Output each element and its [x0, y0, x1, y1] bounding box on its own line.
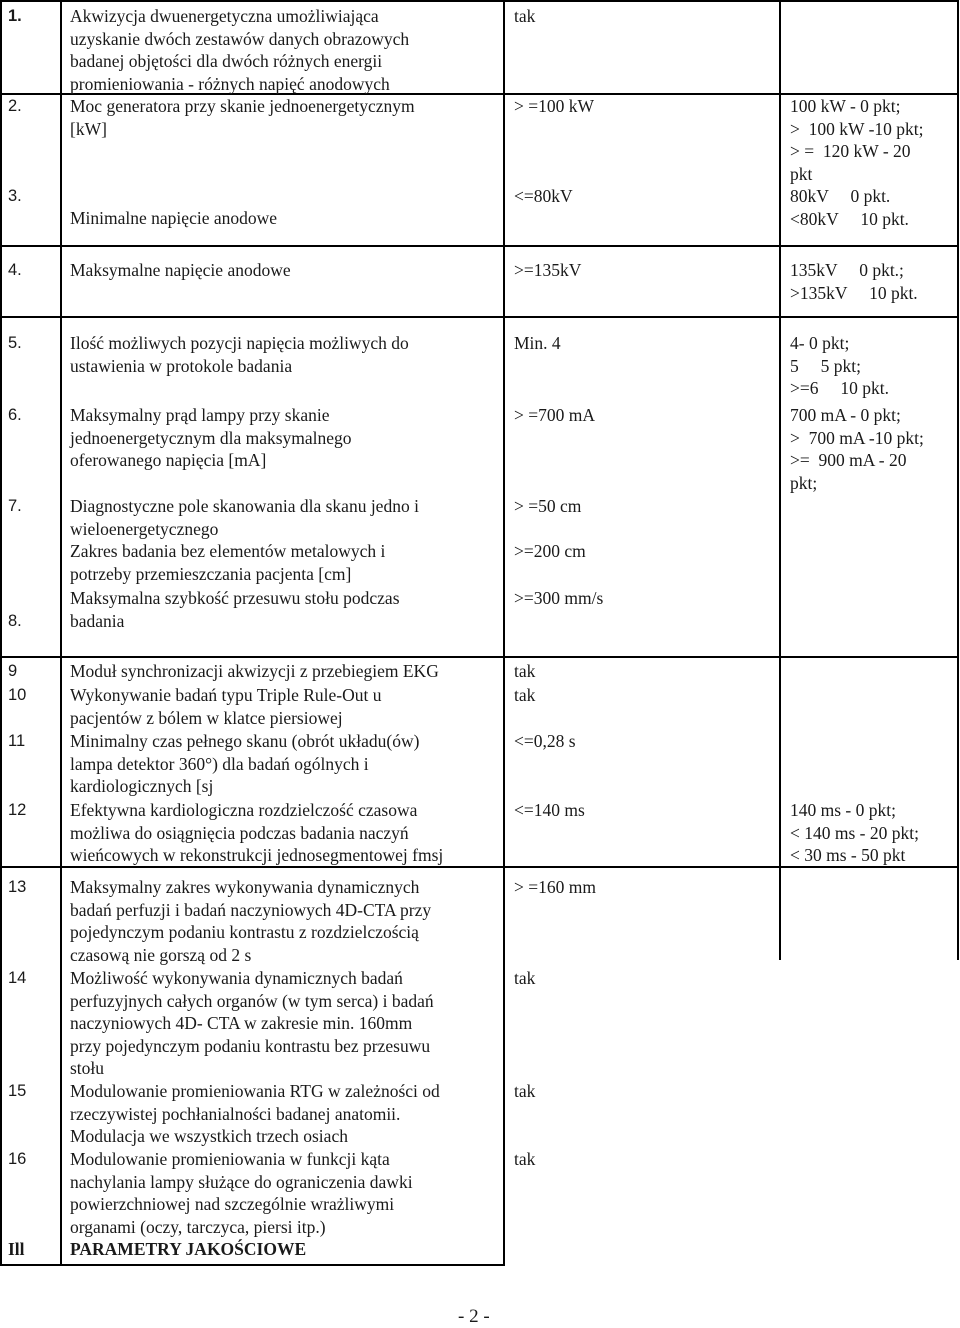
row-12-number: 12 [8, 801, 27, 819]
row-15-description: Modulowanie promieniowania RTG w zależności od rzeczywistej pochłanialności badanej anatomii. Modulacja we wszystkich trzech osiach [70, 1081, 440, 1147]
row-5-description: Ilość możliwych pozycji napięcia możliwych do ustawienia w protokole badania [70, 333, 409, 376]
section-3-number: Ill [8, 1239, 25, 1259]
row-5-requirement: Min. 4 [514, 333, 561, 353]
row-8-description: Maksymalna szybkość przesuwu stołu podczas badania [70, 588, 400, 631]
row-1-requirement: tak [514, 6, 536, 26]
row-7-description: Diagnostyczne pole skanowania dla skanu jedno i wieloenergetycznego [70, 496, 419, 539]
grid-col-divider-3 [779, 0, 781, 960]
row-7-requirement: > =50 cm [514, 496, 582, 516]
row-5-number: 5. [8, 334, 22, 352]
row-10-description: Wykonywanie badań typu Triple Rule-Out u pacjentów z bólem w klatce piersiowej [70, 685, 382, 728]
row-16-requirement: tak [514, 1149, 536, 1169]
row-12-requirement: <=140 ms [514, 800, 585, 820]
row-12-scoring: 140 ms - 0 pkt; < 140 ms - 20 pkt; < 30 ms - 50 pkt [790, 800, 919, 866]
row-16-description: Modulowanie promieniowania w funkcji kąta nachylania lampy służące do ograniczenia dawki powierzchniowej nad szczególnie wrażliwymi organami (oczy, tarczyca, piersi itp.) [70, 1149, 413, 1237]
row-13-requirement: > =160 mm [514, 877, 596, 897]
row-4-number: 4. [8, 261, 22, 279]
row-9-requirement: tak [514, 661, 536, 681]
row-7b-description: Zakres badania bez elementów metalowych i potrzeby przemieszczania pacjenta [cm] [70, 541, 386, 584]
grid-col-divider-2 [503, 0, 505, 1265]
row-6-description: Maksymalny prąd lampy przy skanie jednoenergetycznym dla maksymalnego oferowanego napięcia [mA] [70, 405, 352, 471]
grid-right-border [957, 0, 959, 960]
row-4-requirement: >=135kV [514, 260, 582, 280]
row-7b-requirement: >=200 cm [514, 541, 586, 561]
row-3-scoring: 80kV 0 pkt. <80kV 10 pkt. [790, 186, 909, 229]
row-4-description: Maksymalne napięcie anodowe [70, 260, 291, 280]
row-14-number: 14 [8, 969, 27, 987]
row-2-scoring: 100 kW - 0 pkt; > 100 kW -10 pkt; > = 120 kW - 20 pkt [790, 96, 924, 184]
row-11-description: Minimalny czas pełnego skanu (obrót układu(ów) lampa detektor 360°) dla badań ogólnych i kardiologicznych [sj [70, 731, 420, 797]
section-3-title: PARAMETRY JAKOŚCIOWE [70, 1239, 307, 1259]
row-10-requirement: tak [514, 685, 536, 705]
row-5-scoring: 4- 0 pkt; 5 5 pkt; >=6 10 pkt. [790, 333, 889, 399]
row-14-description: Możliwość wykonywania dynamicznych badań perfuzyjnych całych organów (w tym serca) i badań naczyniowych 4D- CTA w zakresie min. 160mm przy pojedynczym podaniu kontrastu bez przesuwu stołu [70, 968, 434, 1079]
row-13-number: 13 [8, 878, 27, 896]
row-2-description: Moc generatora przy skanie jednoenergetycznym [kW] [70, 96, 415, 139]
row-3-number: 3. [8, 187, 22, 205]
row-14-requirement: tak [514, 968, 536, 988]
row-15-requirement: tak [514, 1081, 536, 1101]
row-8-number: 8. [8, 612, 22, 630]
row-4-scoring: 135kV 0 pkt.; >135kV 10 pkt. [790, 260, 918, 303]
row-10-number: 10 [8, 686, 27, 704]
row-6-scoring: 700 mA - 0 pkt; > 700 mA -10 pkt; >= 900 mA - 20 pkt; [790, 405, 924, 493]
row-6-number: 6. [8, 406, 22, 424]
row-11-requirement: <=0,28 s [514, 731, 576, 751]
row-2-number: 2. [8, 97, 22, 115]
row-9-description: Moduł synchronizacji akwizycji z przebiegiem EKG [70, 661, 439, 681]
grid-left-border [0, 0, 2, 1265]
row-3-description: Minimalne napięcie anodowe [70, 208, 278, 228]
grid-row-divider-2 [0, 245, 959, 247]
grid-row-divider-6 [0, 1264, 505, 1266]
grid-row-divider-3 [0, 316, 959, 318]
row-15-number: 15 [8, 1082, 27, 1100]
row-1-description: Akwizycja dwuenergetyczna umożliwiająca uzyskanie dwóch zestawów danych obrazowych badanej objętości dla dwóch różnych energii promieniowania - różnych napięć anodowych [70, 6, 410, 94]
grid-row-divider-4 [0, 656, 959, 658]
row-11-number: 11 [8, 732, 26, 750]
row-13-description: Maksymalny zakres wykonywania dynamicznych badań perfuzji i badań naczyniowych 4D-CTA przy pojedynczym podaniu kontrastu z rozdzielczością czasową nie gorszą od 2 s [70, 877, 432, 965]
row-6-requirement: > =700 mA [514, 405, 595, 425]
page-number: - 2 - [458, 1306, 490, 1327]
row-16-number: 16 [8, 1150, 27, 1168]
row-2-requirement: > =100 kW [514, 96, 595, 116]
row-7-number: 7. [8, 497, 22, 515]
grid-col-divider-1 [60, 0, 62, 1265]
grid-top-border [0, 0, 959, 2]
row-1-number: 1. [8, 7, 22, 25]
row-9-number: 9 [8, 662, 18, 680]
row-3-requirement: <=80kV [514, 186, 573, 206]
row-12-description: Efektywna kardiologiczna rozdzielczość czasowa możliwa do osiągnięcia podczas badania naczyń wieńcowych w rekonstrukcji jednosegmentowej fmsj [70, 800, 444, 866]
row-8-requirement: >=300 mm/s [514, 588, 604, 608]
